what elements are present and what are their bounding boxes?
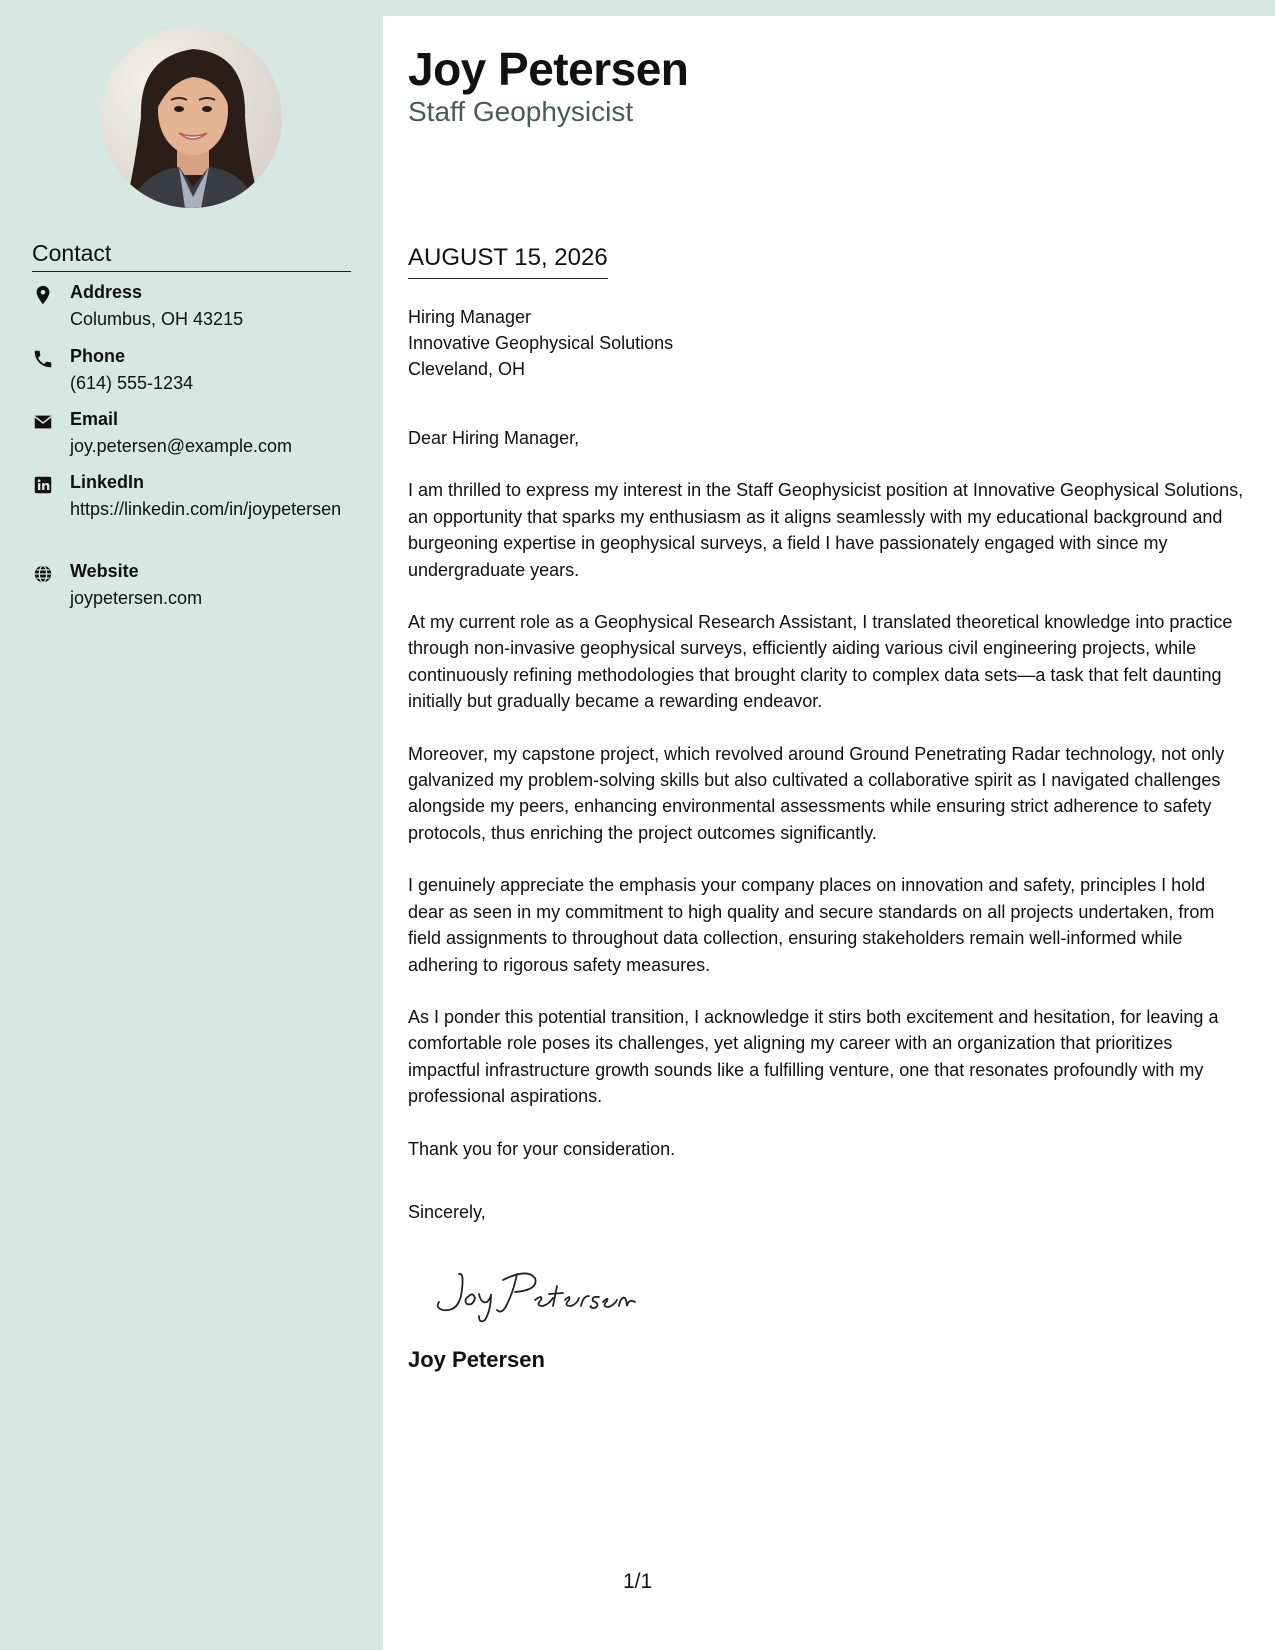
envelope-icon (32, 411, 54, 433)
paragraph: At my current role as a Geophysical Research Assistant, I translated theoretical knowledge into practice through non-invasive geophysical surveys, efficiently aiding various civil engineering projects, while continuously refining methodologies that brought clarity to complex data sets—a task that felt daunting initially but gradually became a rewarding endeavor. (408, 612, 1233, 712)
applicant-name: Joy Petersen (408, 43, 689, 95)
paragraph: I am thrilled to express my interest in the Staff Geophysicist position at Innovative Geophysical Solutions, an opportunity that sparks my enthusiasm as it aligns seamlessly with my educational background and burgeoning expertise in geophysical surveys, a field I have passionately engaged with since my undergraduate years. (408, 480, 1244, 580)
signature-name: Joy Petersen (408, 1347, 545, 1372)
profile-photo (101, 27, 282, 208)
globe-icon (32, 563, 54, 585)
map-pin-icon (32, 284, 54, 306)
paragraph: Thank you for your consideration. (408, 1138, 676, 1159)
applicant-title: Staff Geophysicist (408, 96, 634, 127)
contact-label: Phone (70, 346, 126, 366)
letter-panel (383, 16, 1275, 1650)
sidebar (0, 0, 383, 1650)
recipient-line: Hiring Manager (408, 307, 532, 327)
recipient-line: Innovative Geophysical Solutions (408, 333, 674, 353)
handwritten-signature (431, 1266, 651, 1331)
contact-value: Columbus, OH 43215 (70, 309, 244, 329)
letter-body (408, 425, 1246, 1188)
salutation: Dear Hiring Manager, (408, 428, 580, 448)
contact-label: LinkedIn (70, 472, 145, 492)
contact-value: https://linkedin.com/in/joypetersen (70, 499, 342, 519)
contact-label: Address (70, 282, 143, 302)
contact-label: Email (70, 409, 119, 429)
recipient-block (408, 304, 673, 382)
contact-value: (614) 555-1234 (70, 373, 194, 393)
contact-label: Website (70, 561, 139, 581)
linkedin-icon (32, 474, 54, 496)
letter-date: AUGUST 15, 2026 (408, 244, 608, 279)
closing: Sincerely, (408, 1202, 486, 1222)
page-number: 1/1 (623, 1570, 653, 1593)
contact-value: joypetersen.com (70, 588, 203, 608)
paragraph: As I ponder this potential transition, I acknowledge it stirs both excitement and hesitation, for leaving a comfortable role poses its challenges, yet aligning my career with an organization that prioritizes impactful infrastructure growth sounds like a fulfilling venture, one that resonates profoundly with my professional aspirations. (408, 1006, 1219, 1107)
phone-icon (32, 348, 54, 370)
contact-value: joy.petersen@example.com (70, 436, 293, 456)
recipient-line: Cleveland, OH (408, 359, 526, 379)
paragraph: Moreover, my capstone project, which revolved around Ground Penetrating Radar technology, not only galvanized my problem-solving skills but also cultivated a collaborative spirit as I navigated challenges alongside my peers, enhancing environmental assessments while ensuring strict adherence to safety protocols, thus enriching the project outcomes significantly. (408, 743, 1225, 843)
contact-heading: Contact (32, 240, 351, 272)
paragraph: I genuinely appreciate the emphasis your company places on innovation and safety, principles I hold dear as seen in my commitment to high quality and secure standards on all projects undertaken, from field assignments to throughout data collection, ensuring stakeholders remain well-informed while adhering to rigorous safety measures. (408, 875, 1215, 975)
